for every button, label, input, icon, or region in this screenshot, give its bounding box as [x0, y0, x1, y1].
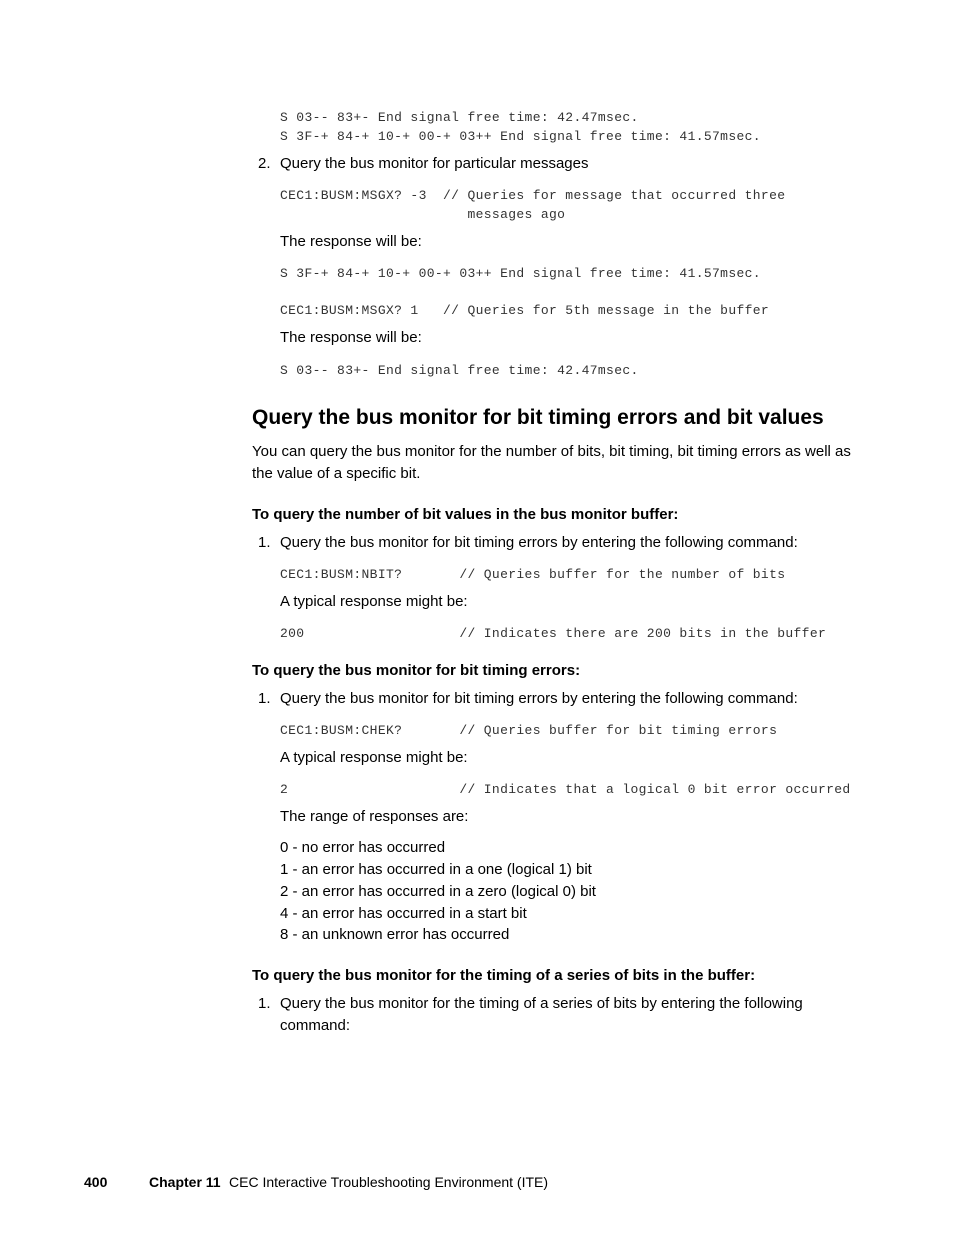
code-line: S 03-- 83+- End signal free time: 42.47msec.: [280, 363, 639, 378]
range-item: 8 - an unknown error has occurred: [280, 926, 510, 943]
response-label: A typical response might be:: [280, 749, 468, 766]
response-label: A typical response might be:: [280, 593, 468, 610]
range-label: The range of responses are:: [280, 808, 469, 825]
list-item-text: command:: [280, 1017, 351, 1034]
subsection-title: To query the bus monitor for the timing of a series of bits in the buffer:: [252, 967, 756, 984]
code-line: CEC1:BUSM:CHEK? // Queries buffer for bit timing errors: [280, 723, 778, 738]
page-number: 400: [84, 1174, 108, 1190]
code-line: S 3F-+ 84-+ 10-+ 00-+ 03++ End signal free time: 41.57msec.: [280, 129, 761, 144]
range-item: 0 - no error has occurred: [280, 839, 446, 856]
subsection-title: To query the number of bit values in the bus monitor buffer:: [252, 506, 679, 523]
list-number: 1.: [258, 995, 271, 1012]
range-item: 4 - an error has occurred in a start bit: [280, 905, 527, 922]
intro-paragraph-line: You can query the bus monitor for the number of bits, bit timing, bit timing errors as well as: [252, 443, 851, 460]
code-line: 2 // Indicates that a logical 0 bit error occurred: [280, 782, 851, 797]
list-item-text: Query the bus monitor for the timing of a series of bits by entering the following: [280, 995, 803, 1012]
list-number: 2.: [258, 155, 271, 172]
response-label: The response will be:: [280, 233, 422, 250]
code-line: CEC1:BUSM:MSGX? 1 // Queries for 5th message in the buffer: [280, 303, 770, 318]
code-line: S 3F-+ 84-+ 10-+ 00-+ 03++ End signal free time: 41.57msec.: [280, 266, 761, 281]
list-item-text: Query the bus monitor for particular messages: [280, 155, 589, 172]
code-line: 200 // Indicates there are 200 bits in the buffer: [280, 626, 827, 641]
list-item-text: Query the bus monitor for bit timing errors by entering the following command:: [280, 690, 798, 707]
list-number: 1.: [258, 534, 271, 551]
chapter-label: Chapter 11: [149, 1174, 221, 1190]
list-item-text: Query the bus monitor for bit timing errors by entering the following command:: [280, 534, 798, 551]
chapter-title: CEC Interactive Troubleshooting Environment (ITE): [229, 1174, 549, 1190]
code-line: S 03-- 83+- End signal free time: 42.47msec.: [280, 110, 639, 125]
intro-paragraph-line: the value of a specific bit.: [252, 465, 421, 482]
response-label: The response will be:: [280, 329, 422, 346]
code-line: CEC1:BUSM:NBIT? // Queries buffer for the number of bits: [280, 567, 786, 582]
code-line: messages ago: [280, 207, 566, 222]
list-number: 1.: [258, 690, 271, 707]
code-line: CEC1:BUSM:MSGX? -3 // Queries for message that occurred three: [280, 188, 786, 203]
section-heading: Query the bus monitor for bit timing errors and bit values: [252, 406, 824, 429]
subsection-title: To query the bus monitor for bit timing errors:: [252, 662, 581, 679]
range-item: 1 - an error has occurred in a one (logical 1) bit: [280, 861, 592, 878]
range-item: 2 - an error has occurred in a zero (logical 0) bit: [280, 883, 596, 900]
